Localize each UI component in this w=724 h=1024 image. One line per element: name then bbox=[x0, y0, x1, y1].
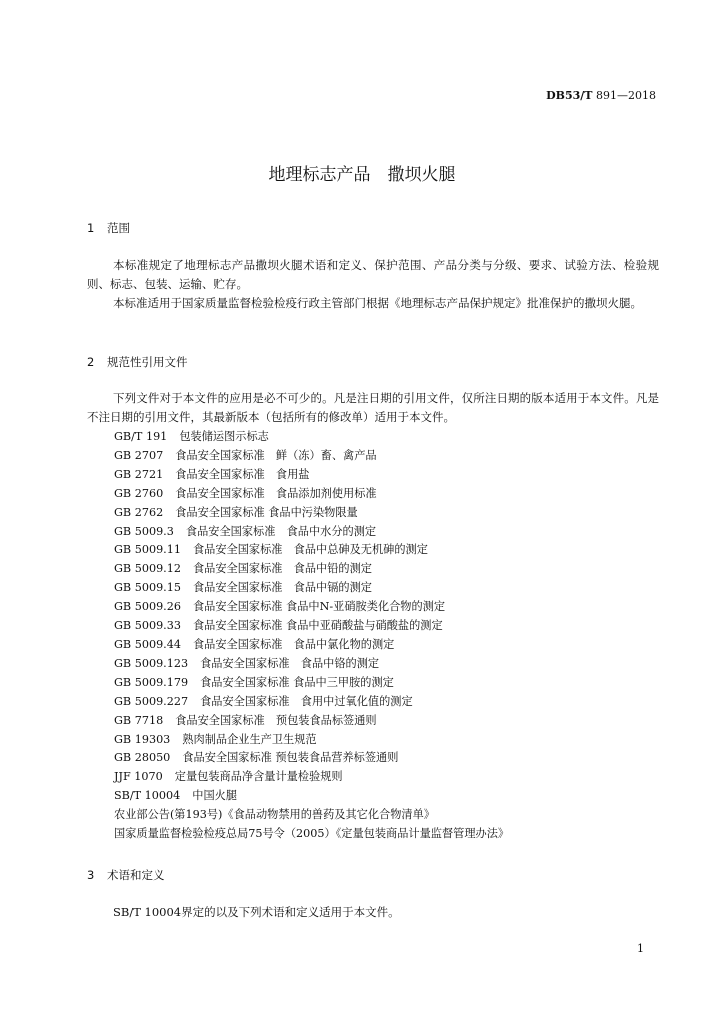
reference-code: GB 7718 bbox=[114, 713, 164, 727]
section-number: 1 bbox=[87, 221, 95, 235]
reference-code: GB 2707 bbox=[114, 448, 164, 462]
reference-title: 食品安全国家标准 食品中亚硝酸盐与硝酸盐的测定 bbox=[192, 619, 443, 633]
reference-item bbox=[114, 825, 509, 844]
reference-code: GB 5009.179 bbox=[114, 675, 189, 689]
normative-references-intro: 下列文件对于本文件的应用是必不可少的。凡是注日期的引用文件，仅所注日期的版本适用于本文件。凡是不注日期的引用文件，其最新版本（包括所有的修改单）适用于本文件。 bbox=[87, 391, 659, 424]
reference-code: GB 5009.26 bbox=[114, 600, 181, 614]
reference-title: 定量包装商品净含量计量检验规则 bbox=[174, 770, 343, 784]
standard-number: 891—2018 bbox=[596, 89, 656, 102]
reference-item bbox=[114, 787, 509, 806]
reference-title: 中国火腿 bbox=[192, 789, 238, 803]
reference-code: GB 2721 bbox=[114, 467, 164, 481]
reference-item bbox=[114, 598, 509, 617]
reference-code: GB 5009.12 bbox=[114, 562, 181, 576]
reference-title: 食品安全国家标准 食品中镉的测定 bbox=[192, 581, 372, 595]
reference-item bbox=[114, 541, 509, 560]
reference-item bbox=[114, 806, 509, 825]
reference-code: GB 5009.123 bbox=[114, 656, 189, 670]
reference-item bbox=[114, 674, 509, 693]
page-number: 1 bbox=[637, 942, 644, 955]
reference-item bbox=[114, 693, 509, 712]
section-3-heading bbox=[87, 867, 165, 883]
terms-paragraph: SB/T 10004界定的以及下列术语和定义适用于本文件。 bbox=[113, 905, 400, 919]
reference-title: 熟肉制品企业生产卫生规范 bbox=[182, 732, 317, 746]
reference-code: GB 5009.3 bbox=[114, 524, 174, 538]
section-2-heading bbox=[87, 354, 188, 370]
section-title: 术语和定义 bbox=[107, 868, 165, 882]
section-1-heading bbox=[87, 220, 130, 236]
reference-item bbox=[114, 712, 509, 731]
reference-code: GB 2762 bbox=[114, 505, 164, 519]
reference-title: 食品安全国家标准 食用中过氧化值的测定 bbox=[200, 694, 413, 708]
reference-title: 食品安全国家标准 食品中N-亚硝胺类化合物的测定 bbox=[192, 600, 446, 614]
reference-item bbox=[114, 749, 509, 768]
reference-item bbox=[114, 731, 509, 750]
section-number: 2 bbox=[87, 355, 95, 369]
reference-title: 食品安全国家标准 食品中三甲胺的测定 bbox=[200, 675, 394, 689]
section-number: 3 bbox=[87, 868, 95, 882]
reference-title: 食品安全国家标准 食用盐 bbox=[175, 467, 310, 481]
reference-title: 包装储运图示标志 bbox=[179, 430, 269, 443]
scope-paragraph-2: 本标准适用于国家质量监督检验检疫行政主管部门根据《地理标志产品保护规定》批准保护的撒坝火腿。 bbox=[113, 296, 642, 310]
reference-code: GB/T 191 bbox=[114, 430, 168, 443]
scope-paragraph-1: 本标准规定了地理标志产品撒坝火腿术语和定义、保护范围、产品分类与分级、要求、试验方法、检验规则、标志、包装、运输、贮存。 bbox=[87, 258, 659, 291]
reference-code: GB 5009.11 bbox=[114, 543, 181, 557]
reference-code: JJF 1070 bbox=[114, 770, 163, 784]
reference-title: 食品安全国家标准 鲜（冻）畜、禽产品 bbox=[175, 448, 377, 462]
reference-title: 国家质量监督检验检疫总局75号令（2005）《定量包装商品计量监督管理办法》 bbox=[114, 827, 510, 841]
reference-title: 食品安全国家标准 食品添加剂使用标准 bbox=[175, 486, 377, 500]
reference-item bbox=[114, 485, 509, 504]
reference-item bbox=[114, 466, 509, 485]
reference-title: 食品安全国家标准 食品中总砷及无机砷的测定 bbox=[192, 543, 428, 557]
reference-item bbox=[114, 560, 509, 579]
reference-code: GB 2760 bbox=[114, 486, 164, 500]
reference-title: 食品安全国家标准 预包装食品标签通则 bbox=[175, 713, 377, 727]
reference-title: 食品安全国家标准 预包装食品营养标签通则 bbox=[182, 751, 399, 765]
reference-item bbox=[114, 617, 509, 636]
reference-title: 食品安全国家标准 食品中铬的测定 bbox=[200, 656, 380, 670]
reference-title: 食品安全国家标准 食品中铅的测定 bbox=[192, 562, 372, 576]
reference-title: 食品安全国家标准 食品中水分的测定 bbox=[185, 524, 377, 538]
reference-list bbox=[114, 428, 509, 844]
reference-code: GB 19303 bbox=[114, 732, 171, 746]
reference-code: GB 5009.44 bbox=[114, 637, 181, 651]
reference-code: SB/T 10004 bbox=[114, 789, 181, 803]
reference-code: GB 28050 bbox=[114, 751, 171, 765]
section-title: 范围 bbox=[107, 221, 130, 235]
standard-code bbox=[546, 89, 656, 102]
reference-item bbox=[114, 768, 509, 787]
reference-item bbox=[114, 655, 509, 674]
reference-title: 食品安全国家标准 食品中氯化物的测定 bbox=[192, 637, 395, 651]
section-title: 规范性引用文件 bbox=[107, 355, 188, 369]
reference-code: GB 5009.33 bbox=[114, 619, 181, 633]
reference-title: 农业部公告(第193号)《食品动物禁用的兽药及其它化合物清单》 bbox=[114, 808, 435, 822]
document-title: 地理标志产品 撒坝火腿 bbox=[268, 165, 456, 185]
reference-item bbox=[114, 579, 509, 598]
reference-item bbox=[114, 447, 509, 466]
reference-code: GB 5009.227 bbox=[114, 694, 189, 708]
reference-item bbox=[114, 523, 509, 542]
reference-title: 食品安全国家标准 食品中污染物限量 bbox=[175, 505, 358, 519]
standard-prefix: DB53/T bbox=[546, 89, 593, 102]
reference-item bbox=[114, 428, 509, 447]
reference-code: GB 5009.15 bbox=[114, 581, 181, 595]
reference-item bbox=[114, 636, 509, 655]
reference-item bbox=[114, 504, 509, 523]
